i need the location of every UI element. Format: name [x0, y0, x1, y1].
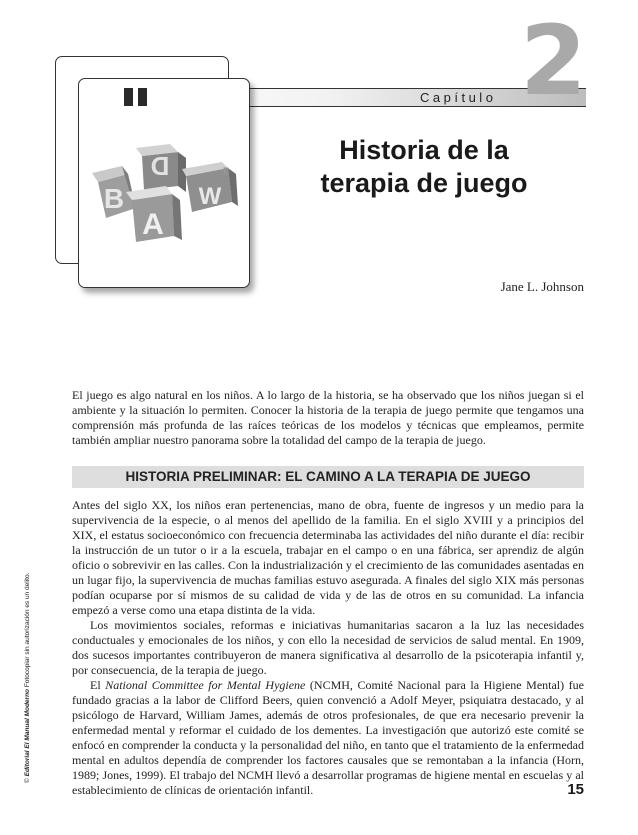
block-letter-e: E: [222, 166, 230, 176]
publisher-name: Editorial El Manual Moderno: [24, 688, 31, 777]
chapter-title-line-1: Historia de la: [339, 135, 509, 165]
chapter-number: 2: [520, 5, 587, 117]
alphabet-blocks-illustration: [86, 140, 246, 250]
bar-mark-left: [124, 88, 133, 106]
body-paragraph-2: Los movimientos sociales, reformas e iniciativas humanitarias sacaron a la luz las necesidades conductuales y emocionales de los niños, y con ello la necesidad de servicios de salud mental. En 1909, dos sucesos importantes contribuyeron de manera significativa al desarrollo de la psicoterapia infantil y, por consecuencia, de la terapia de juego.: [72, 618, 584, 677]
block-top: [136, 144, 186, 192]
chapter-title-line-2: terapia de juego: [320, 168, 528, 198]
copyright-side-note: [24, 553, 36, 783]
block-letter-b: B: [103, 183, 125, 214]
copyright-warning: Fotocopiar sin autorización es un delito.: [24, 572, 31, 688]
svg-text:D: D: [150, 151, 170, 181]
bar-mark-right: [138, 88, 147, 106]
page-number: 15: [567, 781, 584, 798]
block-letter-w: W: [198, 183, 222, 210]
paragraph-3-text: (NCMH, Comité Nacional para la Higiene Mental) fue fundado gracias a la labor de Clifford Beers, quien convenció a Adolf Meyer, psiquiatra destacado, y al psicólogo de Harvard, William James, además de otros profesionales, de que era necesario prevenir la enfermedad mental y reformar el cuidado de los dementes. La investigación que autorizó este comité se enfocó en comprender la conducta y la personalidad del niño, en tanto que el tratamiento de la enfermedad mental en adultos dependía de comprender los factores causales que se remontaban a la infancia (Horn, 1989; Jones, 1999). El trabajo del NCMH llevó a desarrollar programas de higiene mental en escuelas y al establecimiento de clínicas de orientación infantil.: [72, 678, 584, 797]
body-paragraph-3: [72, 678, 584, 798]
chapter-label: Capítulo: [420, 90, 497, 105]
author-name: Jane L. Johnson: [500, 279, 584, 294]
block-a: [126, 186, 182, 242]
intro-paragraph: El juego es algo natural en los niños. A lo largo de la historia, se ha observado que los niños juegan si el ambiente y la situación lo permiten. Conocer la historia de la terapia de juego permite que tengamos una comprensión más profunda de las raíces teóricas de los modelos y técnicas que empleamos, permite también ampliar nuestro panorama sobre la totalidad del campo de la terapia de juego.: [72, 388, 584, 447]
body-text: [72, 498, 584, 798]
block-letter-a: A: [142, 208, 164, 241]
paragraph-3-lead: El: [90, 678, 106, 692]
chapter-title: [290, 134, 558, 200]
body-paragraph-1: Antes del siglo XX, los niños eran pertenencias, mano de obra, fuente de ingresos y un medio para la supervivencia de la especie, o al menos del apellido de la familia. En el siglo XVIII y a principios del XIX, el estatus socioeconómico con frecuencia determinaba las actividades del niño durante el día: recibir la instrucción de un tutor o ir a la escuela, trabajar en el campo o en una fábrica, ser aprendiz de algún oficio o sobrevivir en las calles. Con la industrialización y el crecimiento de las comunidades asentadas en un lugar fijo, la supervivencia de muchas familias estuvo asegurada. A finales del siglo XIX más personas podían ocuparse por sí mismos de su calidad de vida y de las de otros en su comunidad. La infancia empezó a verse como una etapa distinta de la vida.: [72, 498, 584, 617]
section-heading: HISTORIA PRELIMINAR: EL CAMINO A LA TERAPIA DE JUEGO: [125, 469, 531, 484]
copyright-symbol: ©: [24, 778, 31, 783]
block-w: [182, 162, 238, 212]
paragraph-3-italic: National Committee for Mental Hygiene: [105, 678, 306, 692]
